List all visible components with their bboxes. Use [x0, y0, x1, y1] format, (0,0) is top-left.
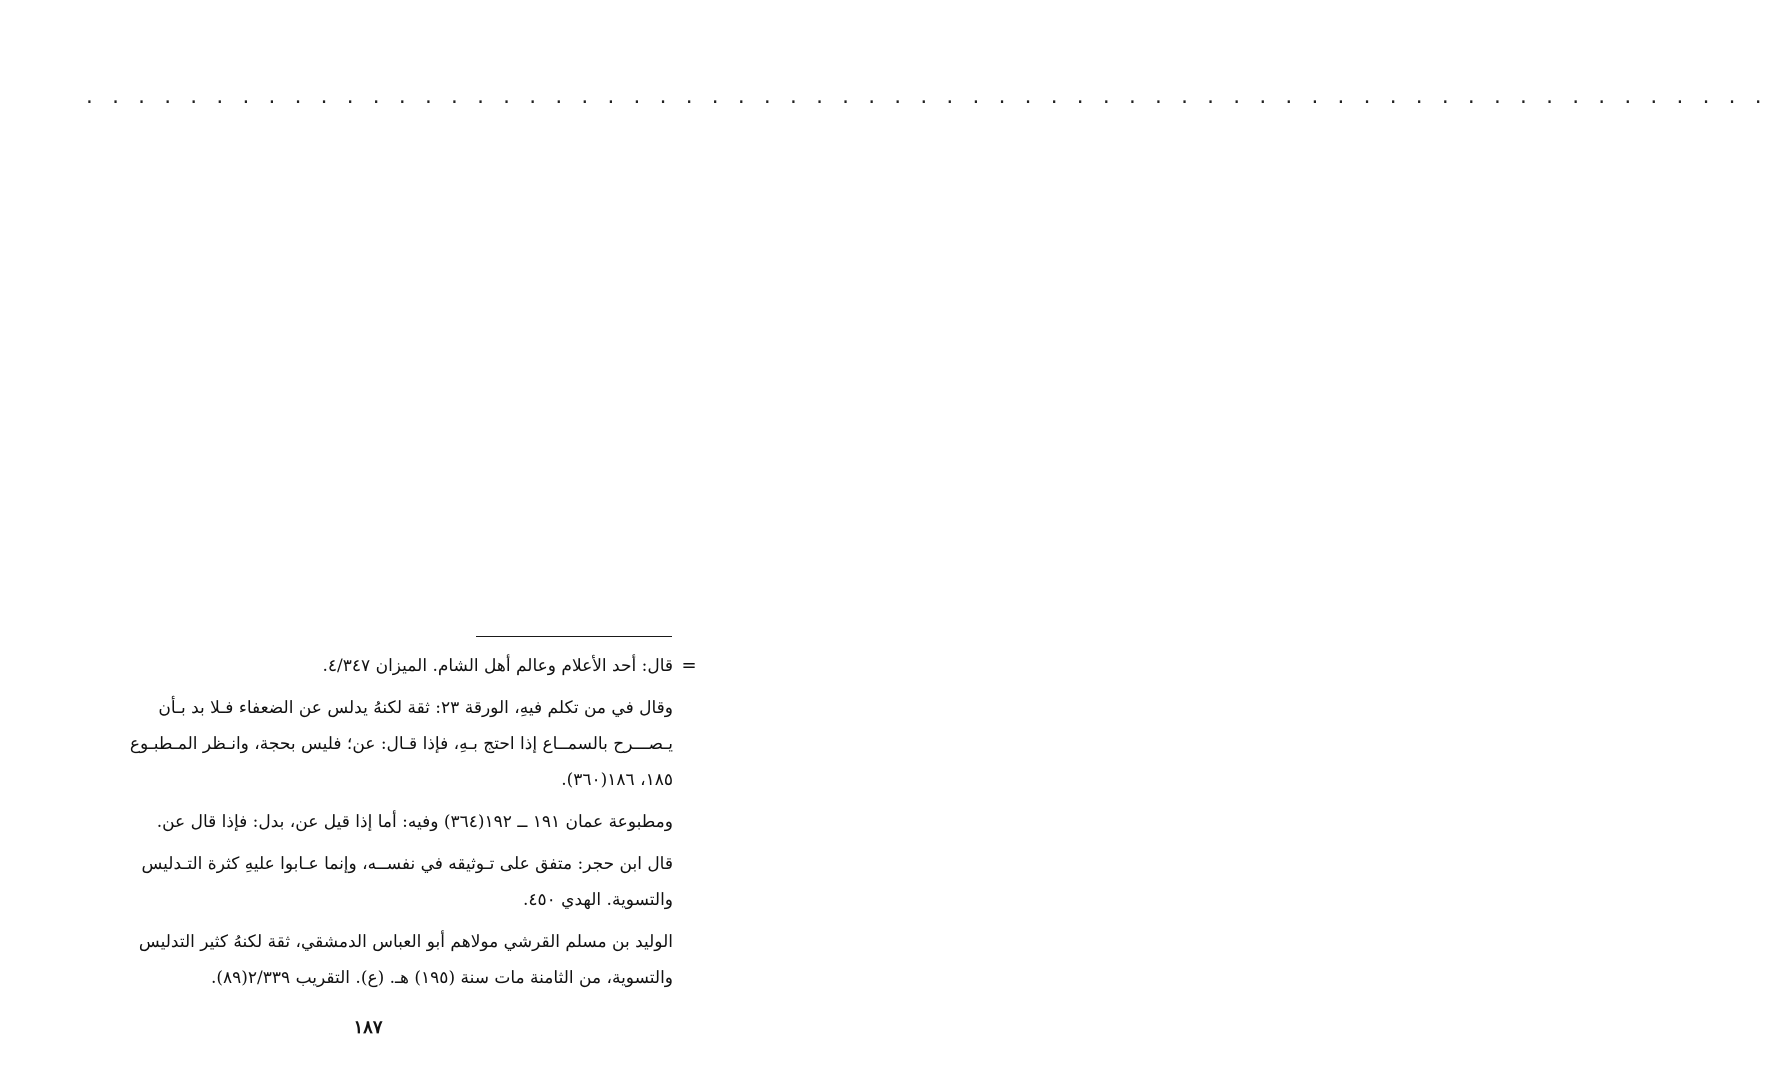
footnote-paragraph [78, 924, 673, 996]
footnote-paragraph [78, 690, 673, 798]
footnote-line: يـصـــرح بالسمــاع إذا احتج بـهِ، فإذا قـال: عن؛ فليس بحجة، وانـظر المـطبـوع [129, 734, 673, 754]
footnote-paragraph [78, 648, 673, 684]
continuation-mark: = [681, 655, 697, 676]
page-number: ١٨٧ [353, 1017, 383, 1038]
footnote-line: ومطبوعة عمان ١٩١ ــ ١٩٢(٣٦٤) وفيه: أما إذا قيل عن، بدل: فإذا قال عن. [156, 812, 673, 832]
footnote-line: قال ابن حجر: متفق على تـوثيقه في نفســه، وإنما عـابوا عليهِ كثرة التـدليس [141, 854, 673, 874]
footnotes-block [78, 648, 673, 1002]
footnote-line: قال: أحد الأعلام وعالم أهل الشام. الميزان ٤/٣٤٧. [322, 656, 673, 676]
footnote-paragraph [78, 804, 673, 840]
footnote-line: والتسوية، من الثامنة مات سنة (١٩٥) هـ. (ع). التقريب ٢/٣٣٩(٨٩). [210, 968, 673, 988]
footnote-line: وقال في من تكلم فيهِ، الورقة ٢٣: ثقة لكنهُ يدلس عن الضعفاء فـلا بد بـأن [158, 698, 673, 718]
dotted-separator: . . . . . . . . . . . . . . . . . . . . . . . . . . . . . . . . . . . . . . . . . . . . . . . . . . . . . . . . . . . . . . . . . [84, 87, 1766, 108]
footnote-paragraph [78, 846, 673, 918]
footnote-line: الوليد بن مسلم القرشي مولاهم أبو العباس الدمشقي، ثقة لكنهُ كثير التدليس [138, 932, 673, 952]
footnote-line: والتسوية. الهدي ٤٥٠. [522, 890, 673, 910]
footnote-rule [476, 636, 672, 637]
footnote-line: ١٨٥، ١٨٦(٣٦٠). [561, 770, 673, 790]
